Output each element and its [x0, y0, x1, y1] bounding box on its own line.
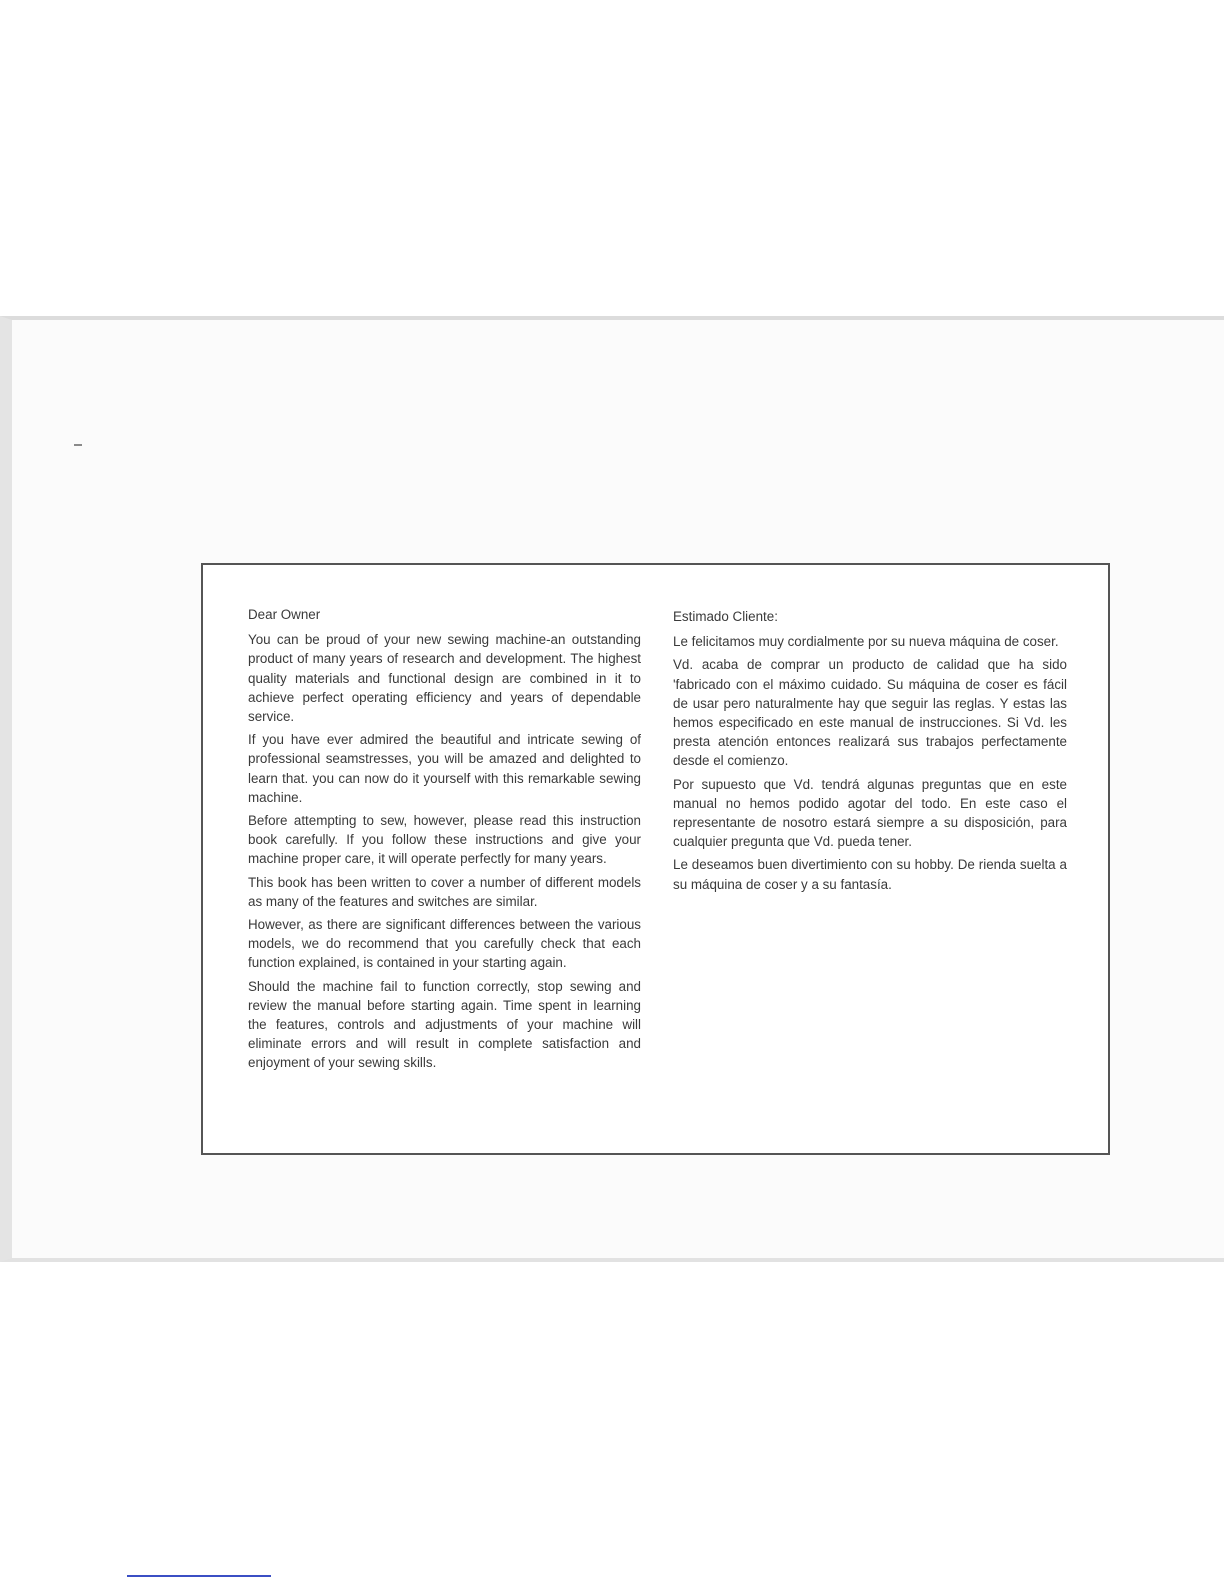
footer-divider [127, 1575, 271, 1577]
spanish-greeting: Estimado Cliente: [673, 609, 778, 624]
english-column [248, 605, 641, 1077]
spanish-paragraph: Le felicitamos muy cordialmente por su nueva máquina de coser. [673, 634, 1059, 650]
spanish-paragraph: Vd. acaba de comprar un producto de calidad que ha sido 'fabricado con el máximo cuidado. Su máquina de coser es fácil de usar pero naturalmente hay que seguir las reglas. Y estas las hemos especificado en este manual de instrucciones. Si Vd. les presta atención entonces realizará sus trabajos perfectamente desde el comienzo. [673, 657, 1067, 769]
english-paragraph: Should the machine fail to function correctly, stop sewing and review the manual before starting again. Time spent in learning the features, controls and adjustments of your machine will eliminate errors and will result in complete satisfaction and enjoyment of your sewing skills. [248, 978, 641, 1071]
welcome-letter-box [201, 563, 1110, 1155]
english-paragraph: Before attempting to sew, however, please read this instruction book carefully. If you follow these instructions and give your machine proper care, it will operate perfectly for many years. [248, 813, 641, 867]
spanish-paragraph: Por supuesto que Vd. tendrá algunas preguntas que en este manual no hemos podido agotar del todo. En este caso el representante de nosotro estará siempre a su disposición, para cualquier pregunta que Vd. pueda tener. [673, 776, 1067, 850]
spanish-paragraph: Le deseamos buen divertimiento con su hobby. De rienda suelta a su máquina de coser y a su fantasía. [673, 857, 1067, 892]
english-greeting: Dear Owner [248, 607, 321, 622]
english-paragraph: If you have ever admired the beautiful and intricate sewing of professional seamstresses, you will be amazed and delighted to learn that. you can now do it yourself with this remarkable sewing machine. [248, 732, 641, 805]
english-paragraph: This book has been written to cover a number of different models as many of the features and switches are similar. [248, 874, 641, 909]
spanish-column [673, 607, 1067, 898]
english-paragraph: However, as there are significant differences between the various models, we do recommend that you carefully check that each function explained, is contained in your starting again. [248, 917, 641, 971]
stray-scan-mark [74, 444, 82, 446]
english-paragraph: You can be proud of your new sewing machine-an outstanding product of many years of research and development. The highest quality materials and functional design are combined in it to achieve perfect operating efficiency and years of dependable service. [248, 632, 641, 725]
